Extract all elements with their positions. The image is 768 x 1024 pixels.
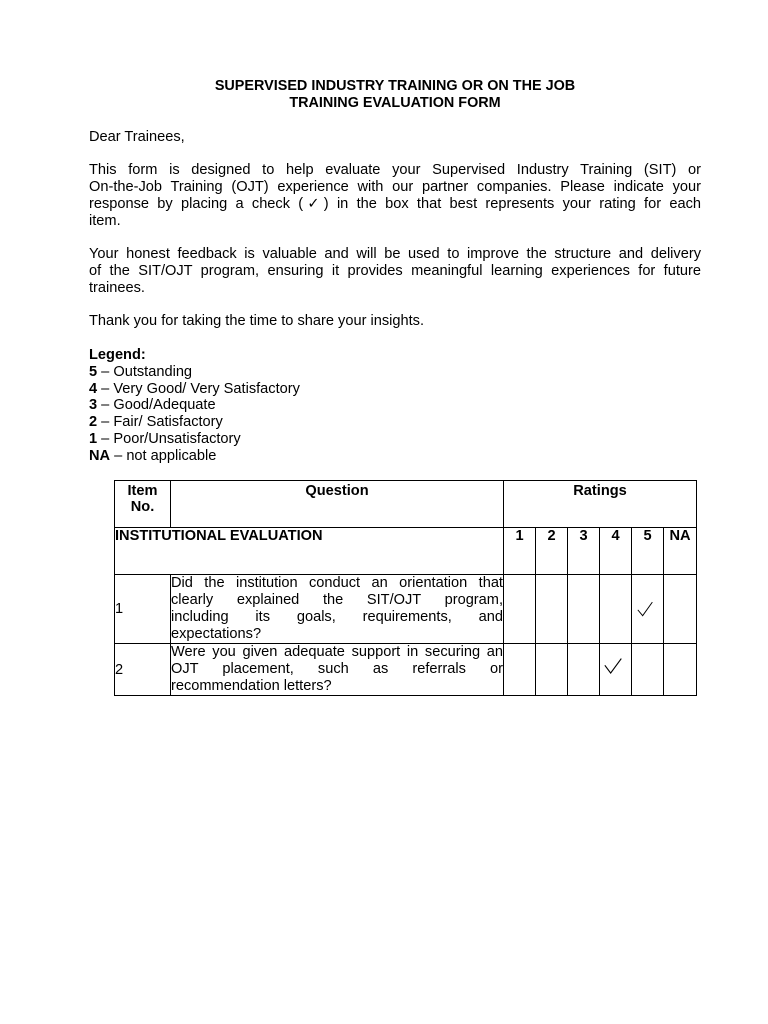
thanks-text: Thank you for taking the time to share your insights. <box>89 313 425 329</box>
rating-box-3[interactable] <box>568 644 600 696</box>
intro-line-4: item. <box>89 213 121 229</box>
item-number: 1 <box>115 575 171 644</box>
rating-box-3[interactable] <box>568 575 600 644</box>
legend-item: 5 – Outstanding <box>89 363 193 380</box>
feedback-paragraph <box>89 246 701 297</box>
table-header-row <box>115 481 697 528</box>
rating-box-1[interactable] <box>504 575 536 644</box>
feedback-line-2: of the SIT/OJT program, ensuring it provides meaningful learning experiences for future <box>89 263 701 279</box>
feedback-line-3: trainees. <box>89 280 145 296</box>
check-mark-icon <box>632 575 663 641</box>
rating-box-2[interactable] <box>536 644 568 696</box>
form-title-line-1: SUPERVISED INDUSTRY TRAINING OR ON THE JOB <box>214 78 576 94</box>
question-header: Question <box>171 481 504 528</box>
legend-item: 2 – Fair/ Satisfactory <box>89 414 223 431</box>
rating-label-1: 1 <box>504 528 536 575</box>
ratings-header: Ratings <box>504 481 697 528</box>
rating-box-1[interactable] <box>504 644 536 696</box>
item-number: 2 <box>115 644 171 696</box>
intro-line-3: response by placing a check (✓) in the box that best represents your rating for each <box>89 196 701 212</box>
rating-box-4[interactable] <box>600 575 632 644</box>
rating-box-na[interactable] <box>664 575 697 644</box>
rating-box-5[interactable] <box>632 644 664 696</box>
rating-box-na[interactable] <box>664 644 697 696</box>
legend <box>89 347 300 465</box>
intro-line-1: This form is designed to help evaluate your Supervised Industry Training (SIT) or <box>89 162 701 178</box>
intro-line-2: On-the-Job Training (OJT) experience with our partner companies. Please indicate your <box>89 179 701 195</box>
greeting: Dear Trainees, <box>89 129 185 145</box>
rating-label-2: 2 <box>536 528 568 575</box>
form-title-line-2: TRAINING EVALUATION FORM <box>289 95 501 111</box>
feedback-line-1: Your honest feedback is valuable and will be used to improve the structure and delivery <box>89 246 701 262</box>
legend-item: NA – not applicable <box>89 447 217 464</box>
rating-box-5[interactable] <box>632 575 664 644</box>
rating-label-3: 3 <box>568 528 600 575</box>
legend-heading: Legend: <box>89 347 146 363</box>
intro-paragraph <box>89 162 701 230</box>
section-row <box>115 528 697 575</box>
check-mark-icon <box>600 644 631 693</box>
rating-label-4: 4 <box>600 528 632 575</box>
rating-box-4[interactable] <box>600 644 632 696</box>
rating-label-na: NA <box>664 528 697 575</box>
legend-item: 1 – Poor/Unsatisfactory <box>89 430 241 447</box>
item-no-header: Item No. <box>115 481 171 528</box>
question-text: Did the institution conduct an orientation that clearly explained the SIT/OJT program, including its goals, requirements, and expectations? <box>171 575 503 642</box>
rating-label-5: 5 <box>632 528 664 575</box>
table-row <box>115 644 697 696</box>
rating-box-2[interactable] <box>536 575 568 644</box>
legend-item: 3 – Good/Adequate <box>89 397 216 414</box>
legend-item: 4 – Very Good/ Very Satisfactory <box>89 380 300 397</box>
question-text: Were you given adequate support in securing an OJT placement, such as referrals or recommendation letters? <box>171 644 503 694</box>
evaluation-table <box>114 480 697 696</box>
form-title <box>0 78 768 112</box>
section-title: INSTITUTIONAL EVALUATION <box>115 528 504 575</box>
table-row <box>115 575 697 644</box>
